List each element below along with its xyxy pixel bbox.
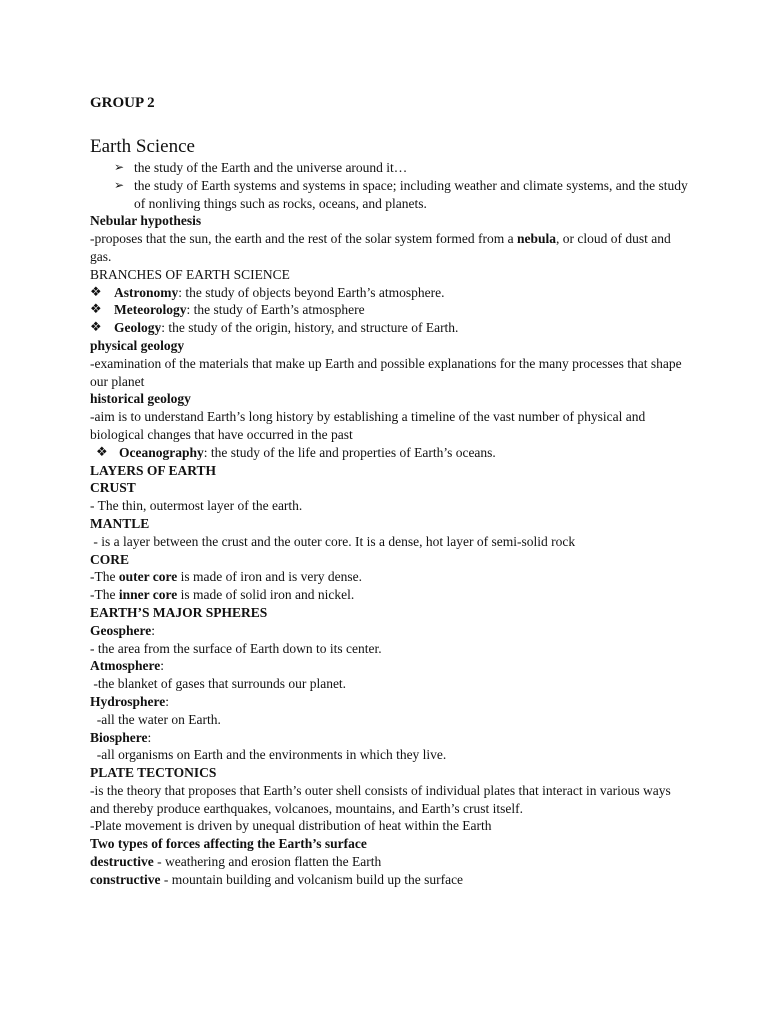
earth-science-heading: Earth Science [90,136,195,157]
atmosphere-heading: Atmosphere: [90,658,165,674]
arrow-bullet-icon: ➢ [114,177,125,192]
historical-geology-text: -aim is to understand Earth’s long history by establishing a timeline of the vast number of physical and biological changes that have occurred in the past [90,409,646,442]
branches-list [90,284,690,337]
plate-tectonics-text: -is the theory that proposes that Earth’s outer shell consists of individual plates that interact in various ways and thereby produce earthquakes, volcanoes, mountains, and Earth’s crust itself. [90,782,671,816]
constructive-text: constructive - mountain building and volcanism build up the surface [90,871,464,887]
crust-text: - The thin, outermost layer of the earth. [90,498,303,514]
hydrosphere-text: -all the water on Earth. [90,711,221,727]
biosphere-heading: Biosphere: [90,729,152,745]
nebular-text: -proposes that the sun, the earth and the rest of the solar system formed from a nebula, or cloud of dust and gas. [90,231,671,264]
historical-geology-heading: historical geology [90,391,191,407]
diamond-bullet-icon: ❖ [96,443,108,459]
biosphere-text: -all organisms on Earth and the environments in which they live. [90,747,447,763]
nebular-heading: Nebular hypothesis [90,213,202,229]
oceanography-list [90,444,690,462]
physical-geology-heading: physical geology [90,337,185,353]
geosphere-heading: Geosphere: [90,622,156,638]
crust-heading: CRUST [90,480,136,496]
list-item: ❖ Astronomy: the study of objects beyond Earth’s atmosphere. [90,283,445,300]
list-item: ➢ the study of the Earth and the universe around it… [114,160,408,175]
geosphere-text: - the area from the surface of Earth down to its center. [90,640,382,656]
mantle-heading: MANTLE [90,515,150,531]
plate-movement-text: -Plate movement is driven by unequal distribution of heat within the Earth [90,818,492,834]
document-content [90,94,690,889]
physical-geology-text: -examination of the materials that make up Earth and possible explanations for the many processes that shape our planet [90,355,682,389]
mantle-text: - is a layer between the crust and the outer core. It is a dense, hot layer of semi-solid rock [90,533,576,549]
diamond-bullet-icon: ❖ [90,283,102,299]
spheres-heading: EARTH’S MAJOR SPHERES [90,604,268,620]
atmosphere-text: -the blanket of gases that surrounds our planet. [90,676,347,692]
list-item: ❖ Geology: the study of the origin, history, and structure of Earth. [90,319,459,336]
branches-heading: BRANCHES OF EARTH SCIENCE [90,266,290,282]
inner-core-text: -The inner core is made of solid iron and nickel. [90,587,355,603]
layers-heading: LAYERS OF EARTH [90,462,217,478]
list-item: ❖ Meteorology: the study of Earth’s atmosphere [90,301,365,318]
arrow-bullet-icon: ➢ [114,160,125,174]
core-heading: CORE [90,551,130,567]
group-title: GROUP 2 [90,95,155,111]
destructive-text: destructive - weathering and erosion flatten the Earth [90,854,382,870]
list-item: ❖ Oceanography: the study of the life and properties of Earth’s oceans. [96,443,496,460]
earth-science-bullets [90,159,690,212]
diamond-bullet-icon: ❖ [90,319,102,335]
outer-core-text: -The outer core is made of iron and is very dense. [90,569,363,585]
list-item: ➢ the study of Earth systems and systems in space; including weather and climate systems, and the study of nonliving things such as rocks, oceans, and planets. [114,177,688,211]
hydrosphere-heading: Hydrosphere: [90,693,170,709]
forces-heading: Two types of forces affecting the Earth’s surface [90,836,367,852]
plate-tectonics-heading: PLATE TECTONICS [90,765,217,781]
diamond-bullet-icon: ❖ [90,301,102,317]
